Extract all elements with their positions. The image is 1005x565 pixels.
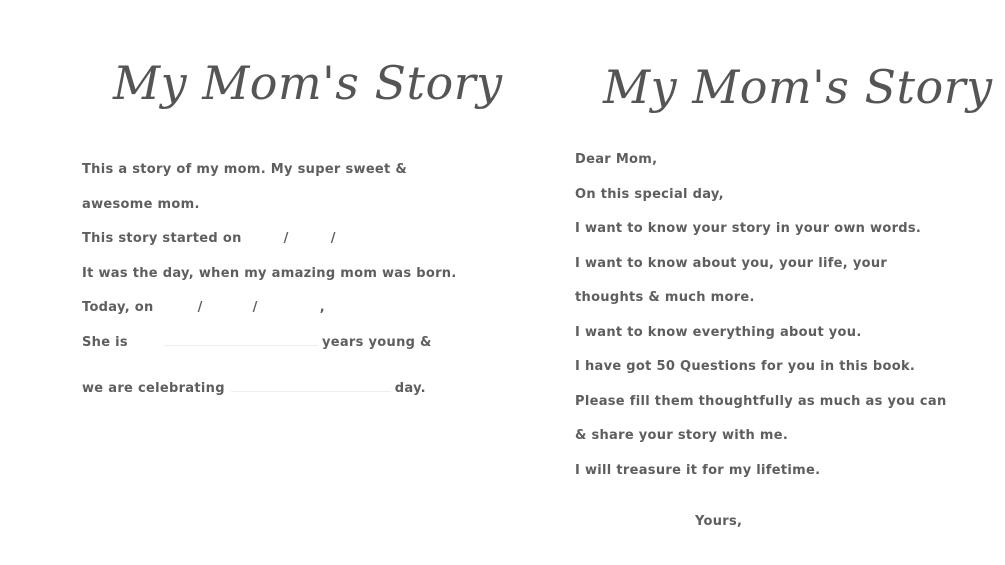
letter-line-2: On this special day, [575, 187, 724, 202]
birth-date-slash-2: / [330, 231, 336, 246]
right-page-title: My Mom's Story [603, 60, 993, 114]
letter-line-8: Please fill them thoughtfully as much as you can [575, 394, 947, 409]
left-line-2: awesome mom. [82, 197, 200, 212]
age-label: She is [82, 335, 128, 350]
letter-line-10: I will treasure it for my lifetime. [575, 463, 821, 478]
today-date-comma: , [319, 300, 325, 315]
celebration-suffix: day. [394, 381, 426, 396]
celebration-line [82, 369, 426, 396]
age-blank[interactable] [164, 335, 318, 346]
celebration-blank[interactable] [231, 369, 391, 392]
birth-date-slash-1: / [283, 231, 289, 246]
letter-line-3: I want to know your story in your own words. [575, 221, 922, 236]
age-suffix: years young & [321, 335, 432, 350]
today-date-line [82, 300, 325, 315]
birth-date-label: This story started on [82, 231, 242, 246]
right-page [500, 0, 1005, 565]
letter-line-6: I want to know everything about you. [575, 325, 862, 340]
birth-date-line [82, 231, 336, 246]
celebration-label: we are celebrating [82, 381, 225, 396]
age-line [82, 335, 432, 350]
today-date-slash-2: / [252, 300, 258, 315]
today-date-label: Today, on [82, 300, 154, 315]
left-line-1: This a story of my mom. My super sweet & [82, 162, 408, 177]
today-date-slash-1: / [197, 300, 203, 315]
letter-line-4: I want to know about you, your life, your [575, 256, 888, 271]
left-line-4: It was the day, when my amazing mom was born. [82, 266, 457, 281]
letter-signoff: Yours, [695, 514, 743, 529]
left-page-title: My Mom's Story [113, 56, 503, 110]
letter-line-9: & share your story with me. [575, 428, 789, 443]
letter-line-7: I have got 50 Questions for you in this book. [575, 359, 916, 374]
letter-line-1: Dear Mom, [575, 152, 658, 167]
letter-line-5: thoughts & much more. [575, 290, 755, 305]
